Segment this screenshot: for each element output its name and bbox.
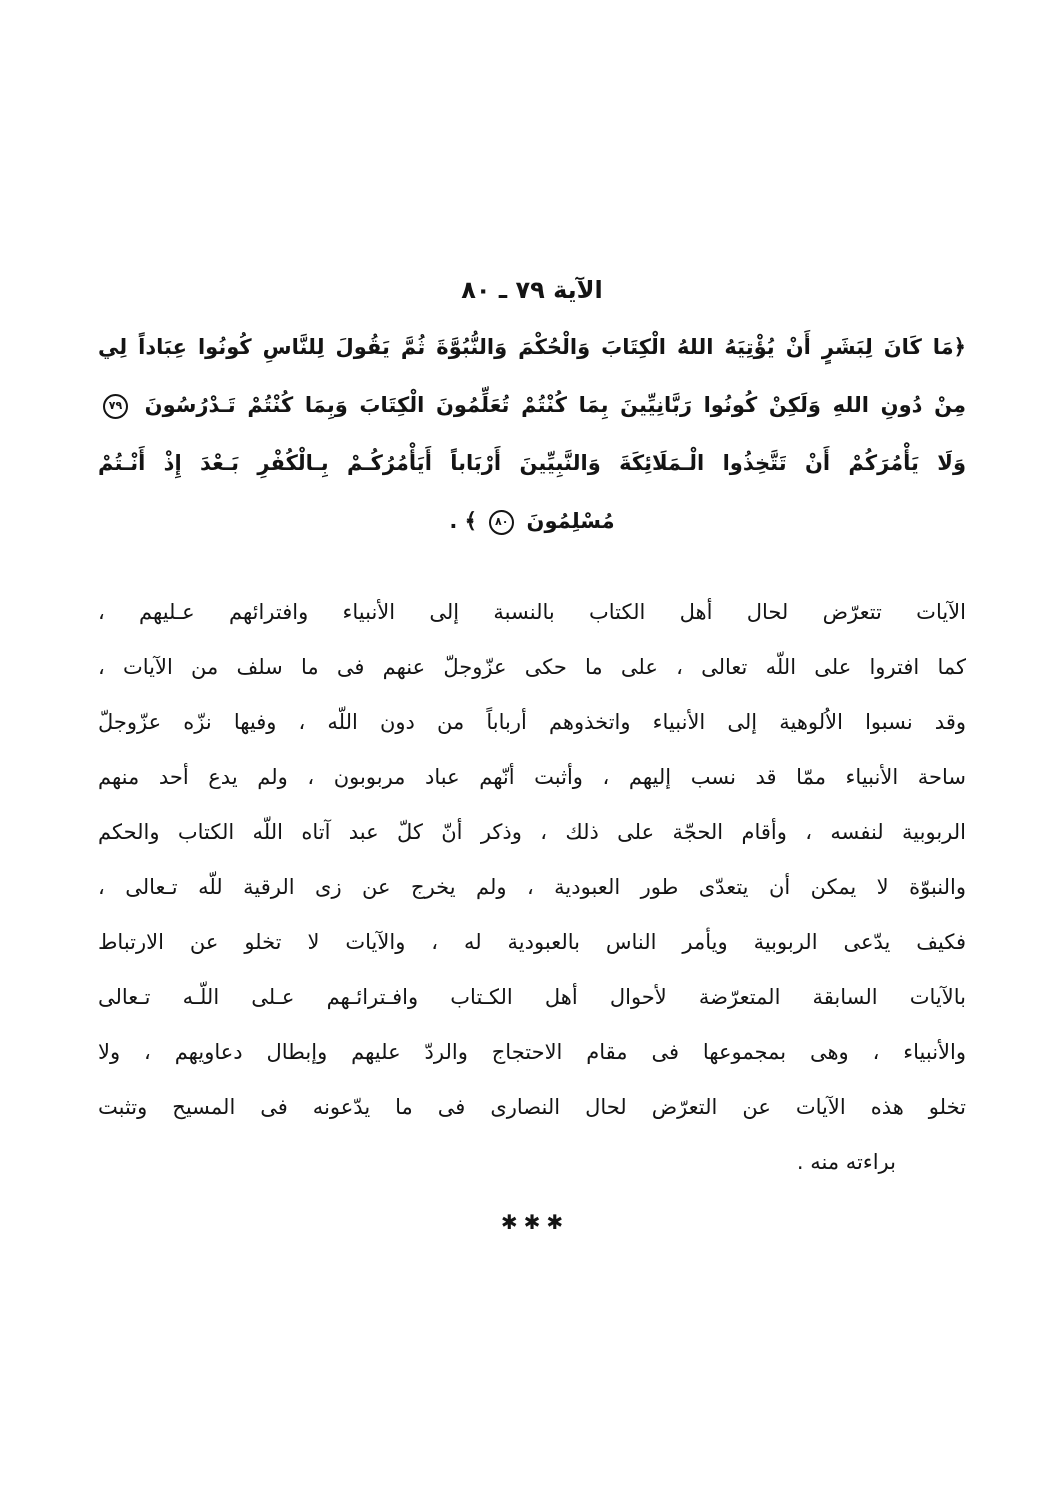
commentary-block (98, 585, 966, 1190)
page-content (98, 0, 966, 1238)
commentary-line-9: والأنبياء ، وهى بمجموعها فى مقام الاحتجاج والردّ عليهم وإبطال دعاويهم ، ولا (98, 1040, 966, 1064)
commentary-line-1: الآيات تتعرّض لحال أهل الكتاب بالنسبة إلى الأنبياء وافترائهم عـليهم ، (98, 600, 966, 624)
verse-line-2-text: مِنْ دُونِ اللهِ وَلَكِنْ كُونُوا رَبَّانِيِّينَ بِمَا كُنْتُمْ تُعَلِّمُونَ الْكِتَابَ وَبِمَا كُنْتُمْ تَـدْرُسُونَ (144, 393, 966, 417)
commentary-line-10: تخلو هذه الآيات عن التعرّض لحال النصارى فى ما يدّعونه فى المسيح وتثبت (98, 1095, 966, 1119)
verse-number-79-badge: ٧٩ (103, 394, 128, 419)
verse-line-1 (98, 318, 966, 376)
verse-number-80-badge: ٨٠ (489, 510, 514, 535)
verse-line-3 (98, 434, 966, 492)
commentary-line-2: كما افتروا على اللّه تعالى ، على ما حكى عزّوجلّ عنهم فى ما سلف من الآيات ، (98, 655, 966, 679)
commentary-line-8: بالآيات السابقة المتعرّضة لأحوال أهل الكـتاب وافـترائـهم عـلى اللّـه تـعالى (98, 985, 966, 1009)
verse-line-1-text: ﴿مَا كَانَ لِبَشَرٍ أَنْ يُؤْتِيَهُ اللهُ الْكِتَابَ وَالْحُكْمَ وَالنُّبُوَّةَ ثُمَّ يَقُولَ لِلنَّاسِ كُونُوا عِبَاداً لِي (98, 335, 966, 359)
verse-closing-bracket: ﴾ . (449, 509, 477, 533)
commentary-line-5: الربوبية لنفسه ، وأقام الحجّة على ذلك ، وذكر أنّ كلّ عبد آتاه اللّه الكتاب والحكم (98, 820, 966, 844)
commentary-line-7: فكيف يدّعى الربوبية ويأمر الناس بالعبودية له ، والآيات لا تخلو عن الارتباط (98, 930, 966, 954)
section-end-stars: ✱✱✱ (500, 1210, 570, 1234)
commentary-line-3: وقد نسبوا الاُلوهية إلى الأنبياء واتخذوهم أرباباً من دون اللّه ، وفيها نزّه عزّوجلّ (98, 710, 966, 734)
commentary-line-11: براءته منه . (796, 1150, 896, 1174)
verse-line-3-text: وَلَا يَأْمُرَكُمْ أَنْ تَتَّخِذُوا الْـمَلَائِكَةَ وَالنَّبِيِّينَ أَرْبَاباً أَيَأْمُرُكُـمْ بِـالْكُفْرِ بَـعْدَ إِذْ أَنْـتُمْ (98, 451, 966, 475)
verse-line-2 (98, 376, 966, 434)
commentary-line-6: والنبوّة لا يمكن أن يتعدّى طور العبودية ، ولم يخرج عن زى الرقية للّه تـعالى ، (98, 875, 966, 899)
verse-line-4 (98, 492, 966, 550)
ayah-range-heading: الآية ٧٩ ـ ٨٠ (461, 276, 603, 304)
quran-verse-block (98, 318, 966, 550)
verse-line-4-text: مُسْلِمُونَ (526, 509, 615, 533)
commentary-line-4: ساحة الأنبياء ممّا قد نسب إليهم ، وأثبت أنّهم عباد مربوبون ، ولم يدع أحد منهم (98, 765, 966, 789)
